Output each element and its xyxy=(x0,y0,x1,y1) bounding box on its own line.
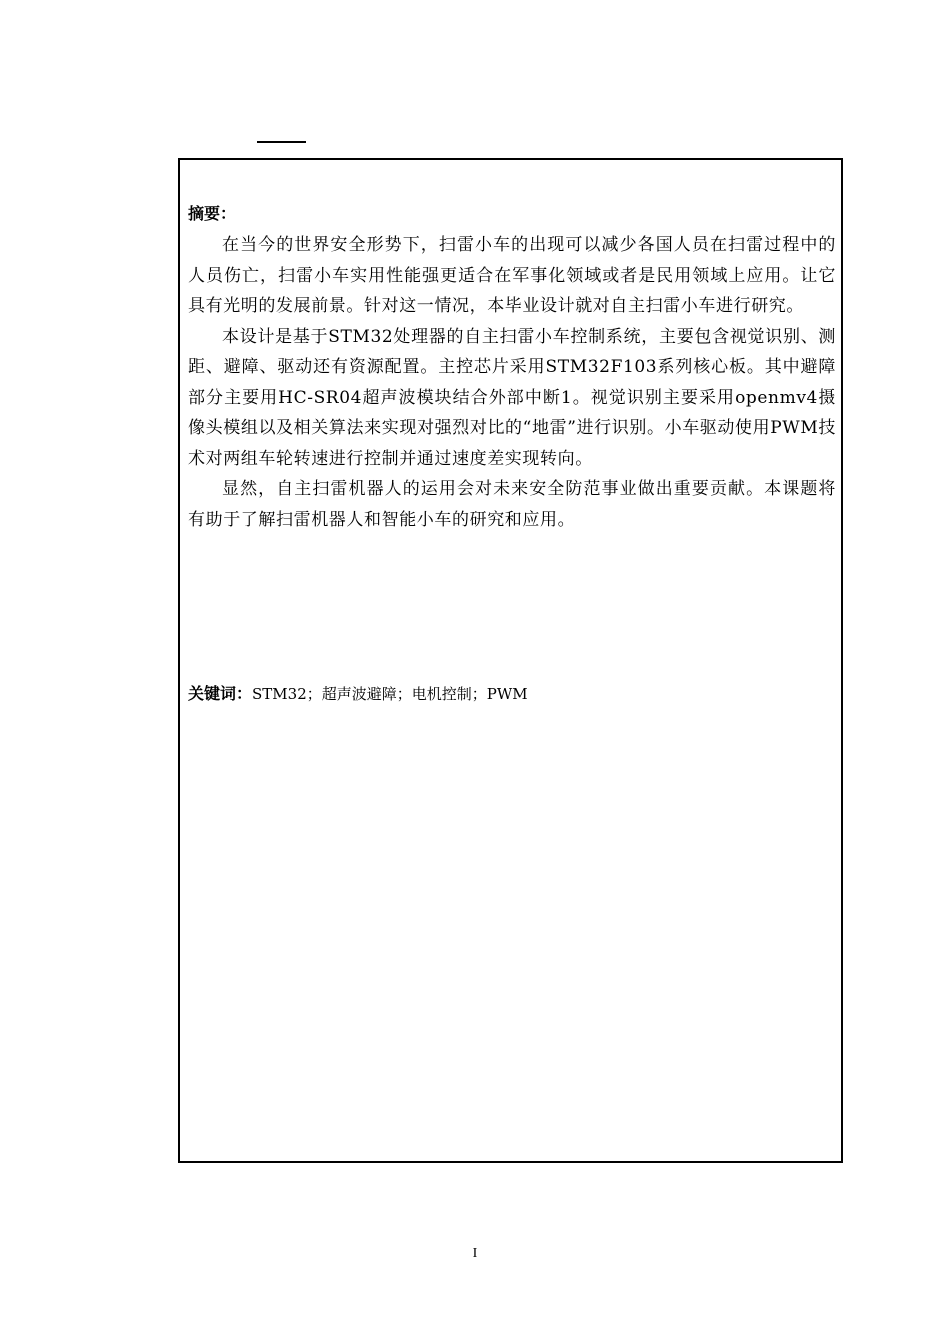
abstract-box xyxy=(178,158,843,1163)
abstract-section xyxy=(188,198,836,535)
abstract-paragraph-3: 显然，自主扫雷机器人的运用会对未来安全防范事业做出重要贡献。本课题将有助于了解扫雷机器人和智能小车的研究和应用。 xyxy=(188,479,836,530)
abstract-heading: 摘要： xyxy=(188,204,237,223)
keywords-text: STM32；超声波避障；电机控制；PWM xyxy=(252,685,528,703)
keywords-label: 关键词： xyxy=(188,684,253,703)
header-rule xyxy=(257,141,306,143)
abstract-paragraph-2: 本设计是基于STM32处理器的自主扫雷小车控制系统，主要包含视觉识别、测距、避障、驱动还有资源配置。主控芯片采用STM32F103系列核心板。其中避障部分主要用HC-SR04超声波模块结合外部中断1。视觉识别主要采用openmv4摄像头模组以及相关算法来实现对强烈对比的“地雷”进行识别。小车驱动使用PWM技术对两组车轮转速进行控制并通过速度差实现转向。 xyxy=(188,326,836,469)
page-number: I xyxy=(472,1246,478,1261)
keywords-line xyxy=(188,678,836,710)
abstract-paragraph-1: 在当今的世界安全形势下，扫雷小车的出现可以减少各国人员在扫雷过程中的人员伤亡，扫雷小车实用性能强更适合在军事化领域或者是民用领域上应用。让它具有光明的发展前景。针对这一情况，本毕业设计就对自主扫雷小车进行研究。 xyxy=(188,235,836,316)
